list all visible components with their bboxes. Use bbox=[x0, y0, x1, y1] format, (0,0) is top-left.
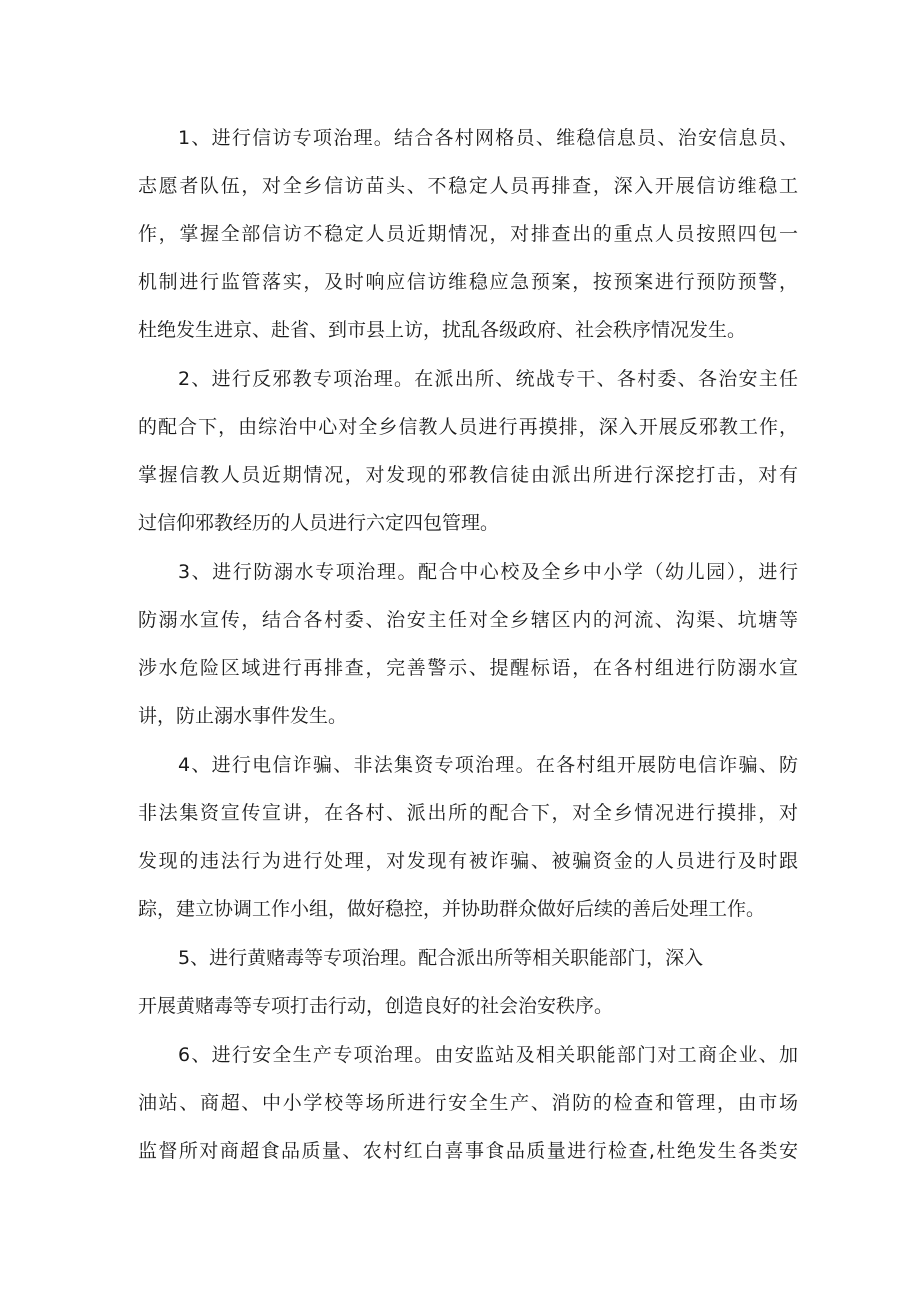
paragraph-line: 踪，建立协调工作小组，做好稳控，并协助群众做好后续的善后处理工作。 bbox=[138, 898, 766, 920]
paragraph-line: 杜绝发生进京、赴省、到市县上访，扰乱各级政府、社会秩序情况发生。 bbox=[138, 319, 747, 341]
paragraph-line: 6、进行安全生产专项治理。由安监站及相关职能部门对工商企业、加 bbox=[178, 1044, 798, 1066]
paragraph-line: 开展黄赌毒等专项打击行动，创造良好的社会治安秩序。 bbox=[138, 995, 614, 1017]
paragraph-line: 非法集资宣传宣讲，在各村、派出所的配合下，对全乡情况进行摸排，对 bbox=[138, 802, 798, 824]
paragraph-line: 掌握信教人员近期情况，对发现的邪教信徒由派出所进行深挖打击，对有 bbox=[138, 464, 798, 486]
paragraph-line: 2、进行反邪教专项治理。在派出所、统战专干、各村委、各治安主任 bbox=[178, 368, 798, 390]
paragraph-line: 1、进行信访专项治理。结合各村网格员、维稳信息员、治安信息员、 bbox=[178, 127, 798, 149]
paragraph-line: 油站、商超、中小学校等场所进行安全生产、消防的检查和管理，由市场 bbox=[138, 1092, 798, 1114]
paragraph-line: 监督所对商超食品质量、农村红白喜事食品质量进行检查,杜绝发生各类安 bbox=[138, 1140, 798, 1162]
paragraph-line: 4、进行电信诈骗、非法集资专项治理。在各村组开展防电信诈骗、防 bbox=[178, 754, 798, 776]
paragraph-line: 作，掌握全部信访不稳定人员近期情况，对排查出的重点人员按照四包一 bbox=[138, 223, 798, 245]
paragraph-line: 5、进行黄赌毒等专项治理。配合派出所等相关职能部门，深入 bbox=[178, 947, 704, 969]
paragraph-line: 机制进行监管落实，及时响应信访维稳应急预案，按预案进行预防预警， bbox=[138, 271, 798, 293]
paragraph-line: 志愿者队伍，对全乡信访苗头、不稳定人员再排查，深入开展信访维稳工 bbox=[138, 175, 798, 197]
paragraph-line: 讲，防止溺水事件发生。 bbox=[138, 705, 348, 727]
paragraph-line: 的配合下，由综治中心对全乡信教人员进行再摸排，深入开展反邪教工作， bbox=[138, 416, 798, 438]
paragraph-line: 发现的违法行为进行处理，对发现有被诈骗、被骗资金的人员进行及时跟 bbox=[138, 850, 798, 872]
paragraph-line: 涉水危险区域进行再排查，完善警示、提醒标语，在各村组进行防溺水宣 bbox=[138, 657, 798, 679]
paragraph-line: 3、进行防溺水专项治理。配合中心校及全乡中小学（幼儿园），进行 bbox=[178, 561, 798, 583]
paragraph-line: 防溺水宣传，结合各村委、治安主任对全乡辖区内的河流、沟渠、坑塘等 bbox=[138, 609, 798, 631]
paragraph-line: 过信仰邪教经历的人员进行六定四包管理。 bbox=[138, 512, 500, 534]
